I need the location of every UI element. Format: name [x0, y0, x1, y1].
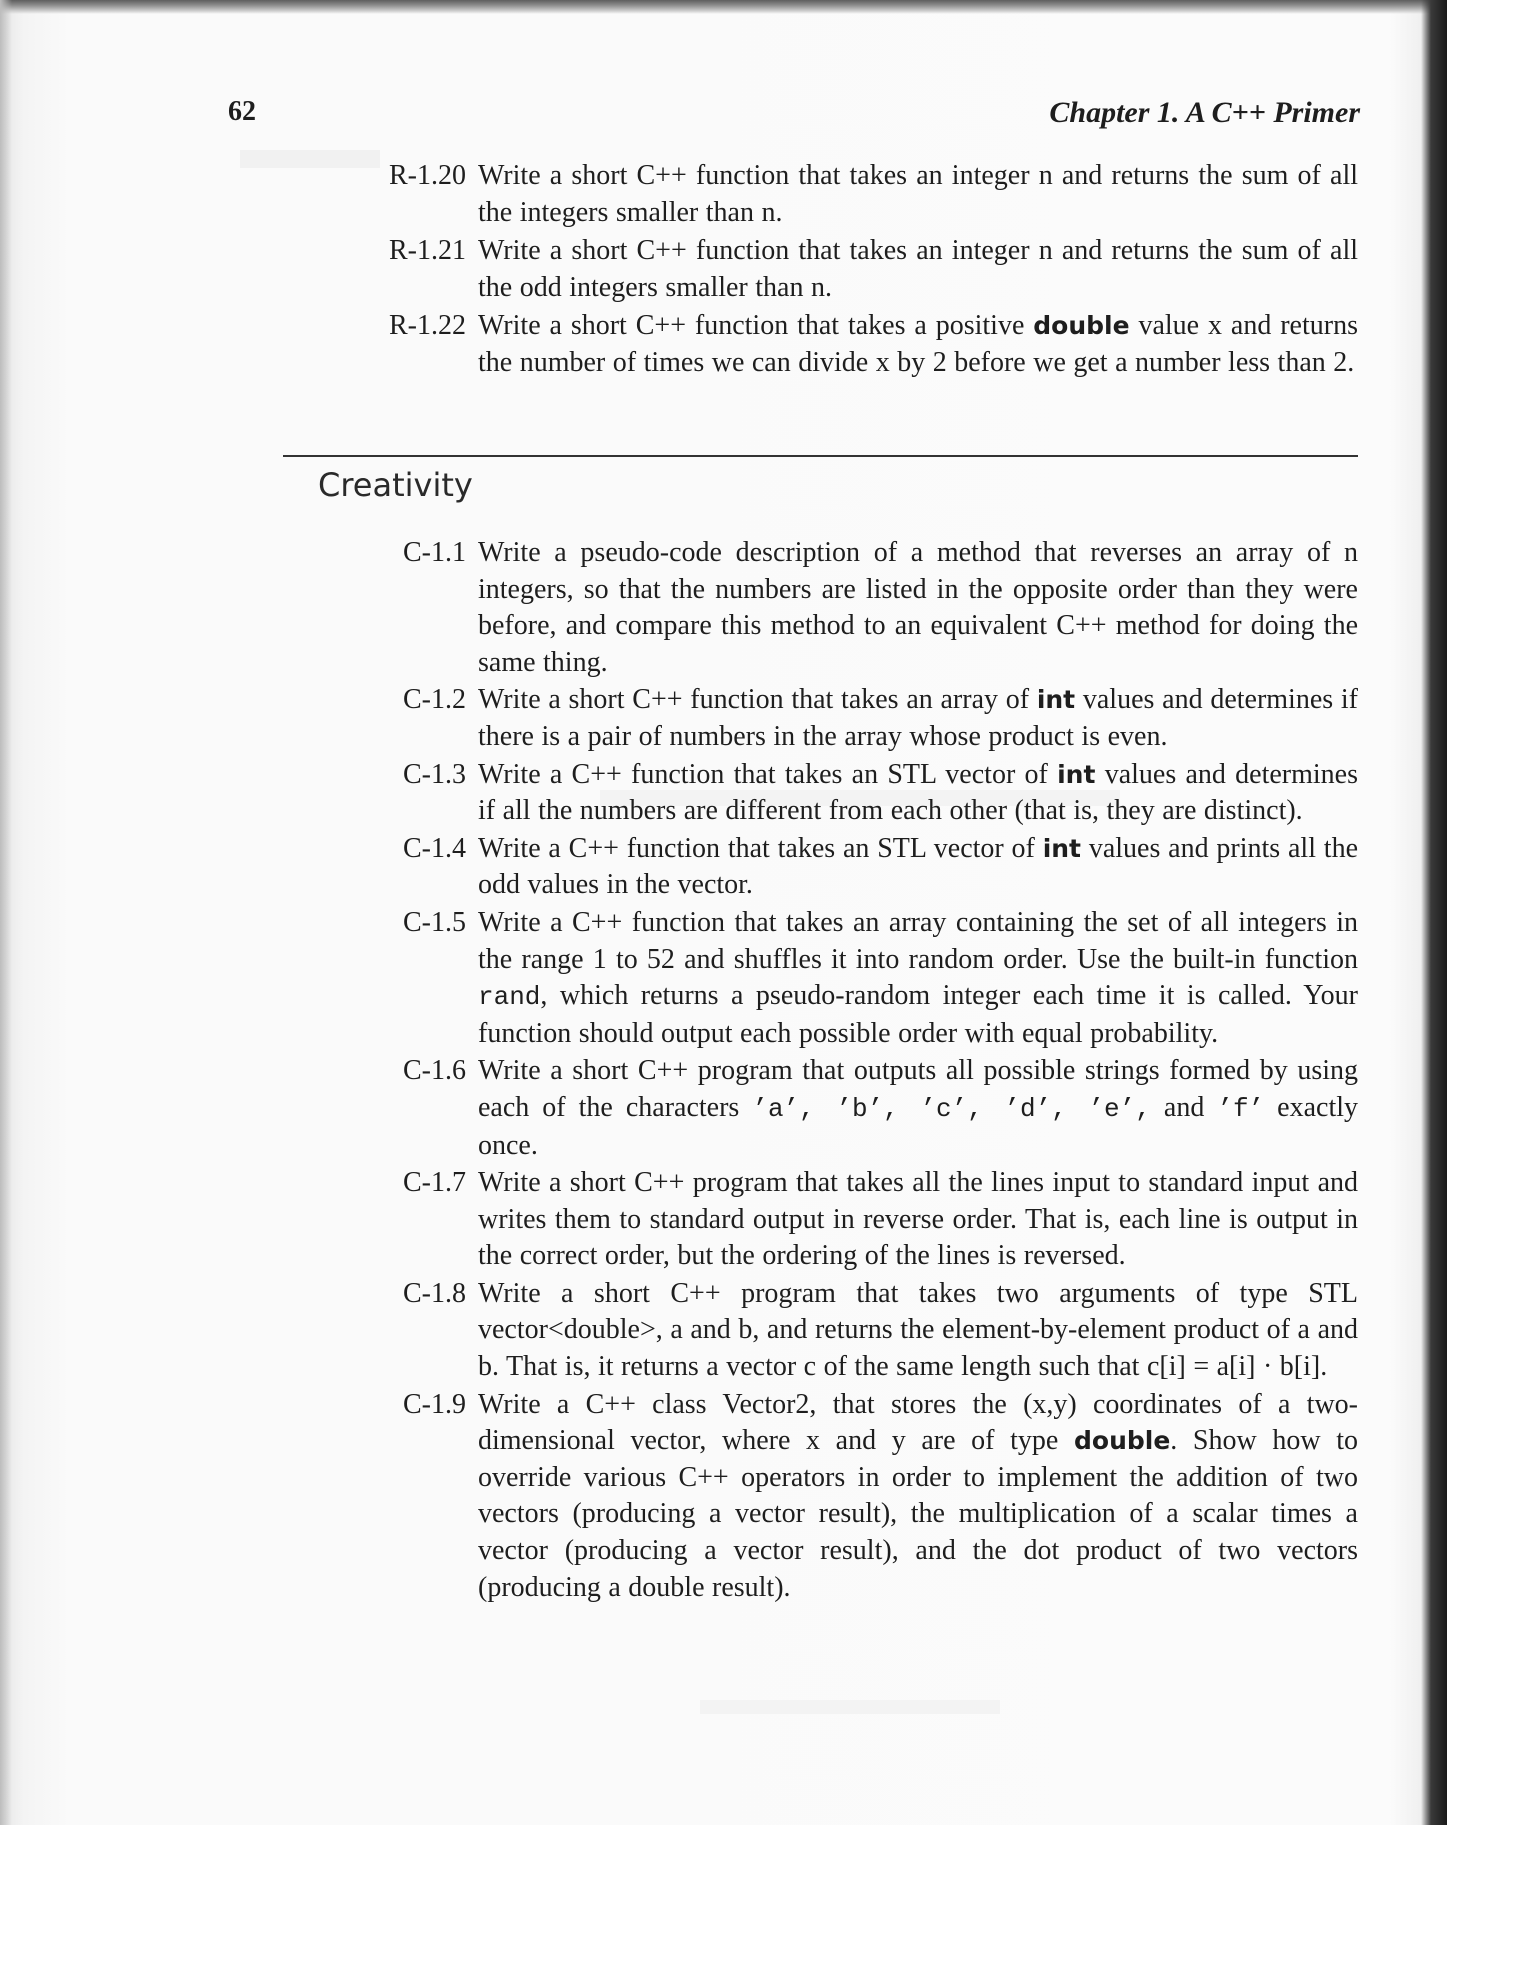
section-divider	[283, 455, 1358, 457]
scan-left-shadow	[0, 0, 12, 1825]
exercise-text: Write a short C++ program that takes all the lines input to standard input and writes them to standard output in reverse order. That is, each line is output in the correct order, but the ordering of the lines is reversed.	[478, 1167, 1358, 1272]
code-character-f: ’f’	[1217, 1093, 1265, 1124]
code-characters: ’a’, ’b’, ’c’, ’d’, ’e’,	[752, 1093, 1151, 1124]
book-spine-shadow	[1421, 0, 1447, 1825]
exercise-text: Write a C++ function that takes an STL vector of int values and prints all the odd values in the vector.	[478, 832, 1358, 901]
exercise-label: C-1.2	[403, 684, 466, 716]
exercise-text: Write a short C++ function that takes an array of int values and determines if there is a pair of numbers in the array whose product is even.	[478, 684, 1359, 752]
exercise-text: Write a C++ function that takes an STL vector of int values and determines if all the numbers are different from each other (that is, they are distinct).	[478, 758, 1358, 827]
bleed-through-mark	[240, 150, 380, 168]
exercise-text: Write a short C++ program that outputs all possible strings formed by using each of the characters ’a’, ’b’, ’c’, ’d’, ’e’, and ’f’ exactly once.	[478, 1055, 1359, 1161]
exercise-c-1-2	[403, 682, 1359, 755]
exercise-label: C-1.1	[403, 537, 466, 568]
bleed-through-mark	[700, 1700, 1000, 1714]
exercise-text: Write a pseudo-code description of a method that reverses an array of n integers, so that the numbers are listed in the opposite order than they were before, and compare this method to an equivalent C++ method for doing the same thing.	[478, 537, 1358, 678]
keyword-int: int	[1057, 759, 1096, 789]
keyword-double: double	[1074, 1426, 1171, 1456]
exercise-text: Write a short C++ function that takes a positive double value x and returns the number of times we can divide x by 2 before we get a number less than 2.	[478, 310, 1358, 378]
section-title-creativity: Creativity	[318, 466, 473, 504]
exercise-label: R-1.21	[389, 235, 466, 267]
exercise-r-1-21	[378, 233, 1358, 306]
exercise-text: Write a C++ class Vector2, that stores the (x,y) coordinates of a two-dimensional vector, where x and y are of type double. Show how to override various C++ operators in order to implement the addition of two vectors (producing a vector result), the multiplication of a scalar times a vector (producing a vector result), and the dot product of two vectors (producing a double result).	[478, 1388, 1359, 1603]
exercise-c-1-9	[403, 1387, 1359, 1607]
exercise-label: C-1.3	[403, 758, 466, 790]
exercise-c-1-1	[403, 535, 1358, 681]
code-rand: rand	[478, 982, 541, 1013]
keyword-int: int	[1042, 833, 1082, 863]
exercise-c-1-5	[403, 905, 1358, 1052]
exercise-label: C-1.7	[403, 1167, 466, 1199]
running-head: Chapter 1. A C++ Primer	[1049, 96, 1360, 129]
creativity-exercises	[403, 535, 1359, 1607]
exercise-label: R-1.22	[389, 310, 466, 342]
exercise-c-1-8	[403, 1276, 1358, 1386]
exercise-text: Write a C++ function that takes an array containing the set of all integers in the range 1 to 52 and shuffles it into random order. Use the built-in function rand, which returns a pseudo-random integer each time it is called. Your function should output each possible order with equal probability.	[478, 906, 1358, 1049]
keyword-double: double	[1033, 311, 1130, 341]
reinforcement-exercises	[378, 158, 1358, 384]
exercise-text: Write a short C++ function that takes an integer n and returns the sum of all the odd integers smaller than n.	[478, 235, 1358, 303]
exercise-label: C-1.8	[403, 1277, 466, 1309]
exercise-text: Write a short C++ function that takes an integer n and returns the sum of all the integers smaller than n.	[478, 160, 1358, 228]
blank-margin-below-scan	[0, 1825, 1523, 1972]
exercise-r-1-22	[378, 308, 1358, 381]
exercise-label: R-1.20	[389, 160, 466, 191]
exercise-text: Write a short C++ program that takes two arguments of type STL vector<double>, a and b, and returns the element-by-element product of a and b. That is, it returns a vector c of the same length such that c[i] = a[i] · b[i].	[478, 1277, 1358, 1383]
exercise-r-1-20	[378, 158, 1358, 231]
exercise-c-1-4	[403, 831, 1358, 904]
exercise-c-1-6	[403, 1053, 1359, 1164]
exercise-label: C-1.6	[403, 1055, 466, 1087]
exercise-c-1-3	[403, 757, 1358, 830]
exercise-label: C-1.4	[403, 832, 466, 864]
page-number: 62	[228, 96, 256, 127]
exercise-label: C-1.9	[403, 1388, 466, 1420]
scan-top-edge	[0, 0, 1447, 14]
exercise-label: C-1.5	[403, 906, 466, 938]
exercise-c-1-7	[403, 1165, 1358, 1275]
keyword-int: int	[1036, 685, 1076, 715]
